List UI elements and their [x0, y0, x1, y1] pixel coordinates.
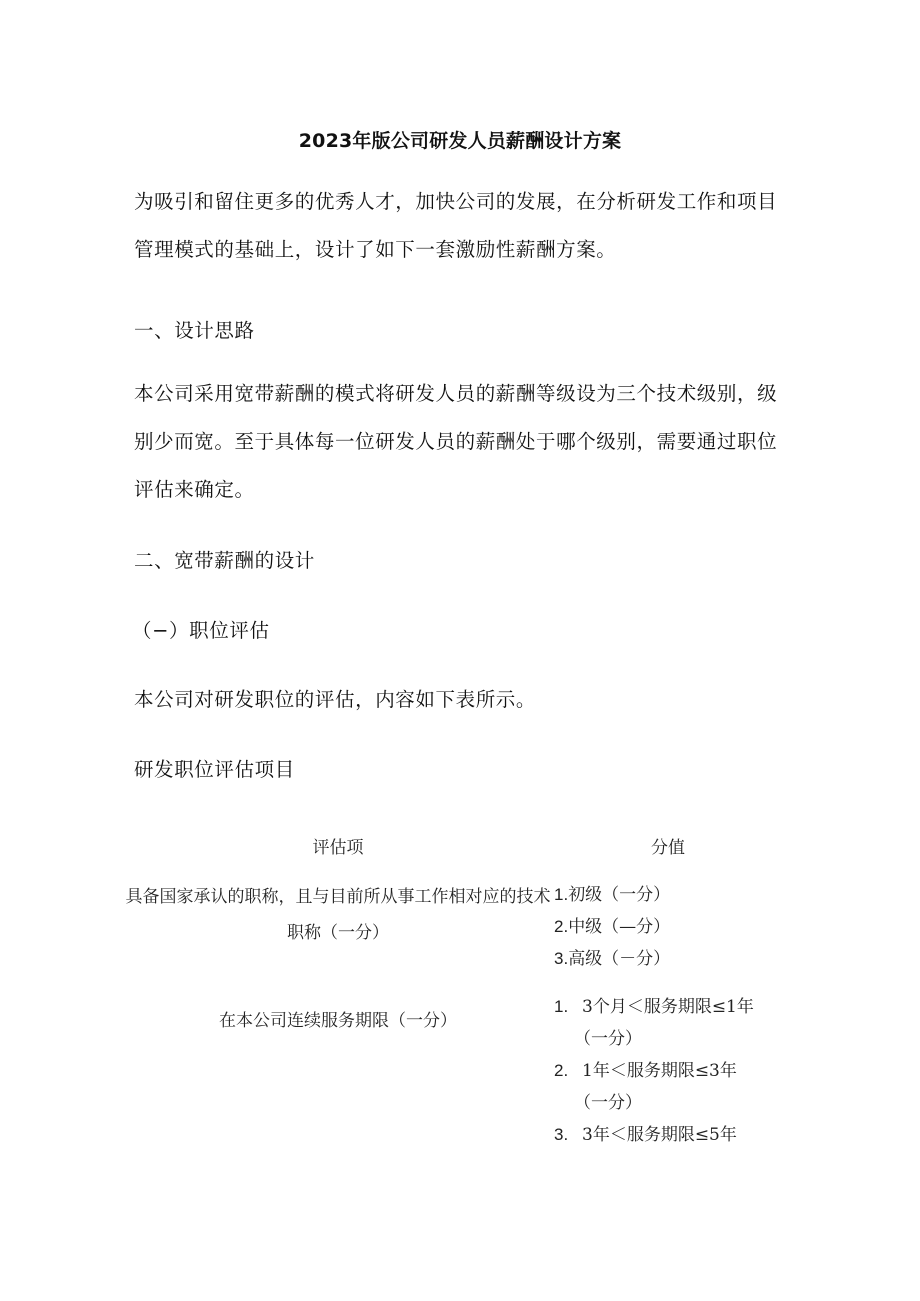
score-text: 1年＜服务期限≤3年 [582, 1061, 737, 1081]
score-option [554, 879, 794, 911]
table-header-item: 评估项 [312, 838, 364, 858]
document-title: 2023年版公司研发人员薪酬设计方案 [298, 130, 622, 152]
score-number: 3. [554, 949, 569, 968]
score-text: 初级（一分） [568, 885, 671, 905]
score-text: 高级（－分） [568, 949, 671, 969]
section-heading-design-idea: 一、设计思路 [134, 319, 255, 342]
score-text: 中级（—分） [568, 917, 671, 937]
score-option-continuation: （一分） [574, 1093, 642, 1113]
score-option [554, 1055, 794, 1087]
subsection-body-position-evaluation: 本公司对研发职位的评估，内容如下表所示。 [134, 688, 537, 711]
score-number: 3. [554, 1125, 569, 1144]
subsection-heading-position-evaluation: （−）职位评估 [132, 619, 270, 642]
score-option [554, 1119, 794, 1151]
section-body-design-idea: 本公司采用宽带薪酬的模式将研发人员的薪酬等级设为三个技术级别，级别少而宽。至于具体每一位研发人员的薪酬处于哪个级别，需要通过职位评估来确定。 [134, 382, 778, 501]
table-row-item: 在本公司连续服务期限（一分） [219, 1011, 457, 1031]
score-option [554, 911, 794, 943]
score-text: 3年＜服务期限≤5年 [582, 1125, 737, 1145]
table-row-score-list [554, 991, 794, 1151]
score-option [554, 943, 794, 975]
score-option-continuation: （一分） [574, 1029, 642, 1049]
intro-paragraph: 为吸引和留住更多的优秀人才，加快公司的发展，在分析研发工作和项目管理模式的基础上，设计了如下一套激励性薪酬方案。 [134, 190, 778, 261]
score-number: 1. [554, 997, 569, 1016]
table-row-item: 具备国家承认的职称，且与目前所从事工作相对应的技术职称（一分） [125, 887, 551, 943]
score-option [554, 991, 794, 1023]
score-text: 3个月＜服务期限≤1年 [582, 997, 754, 1017]
table-header-score: 分值 [651, 838, 685, 858]
section-heading-broadband-salary: 二、宽带薪酬的设计 [134, 549, 315, 572]
table-row-score-list [554, 879, 794, 975]
score-number: 2. [554, 917, 569, 936]
score-number: 1. [554, 885, 569, 904]
table-caption: 研发职位评估项目 [134, 758, 295, 781]
score-number: 2. [554, 1061, 569, 1080]
